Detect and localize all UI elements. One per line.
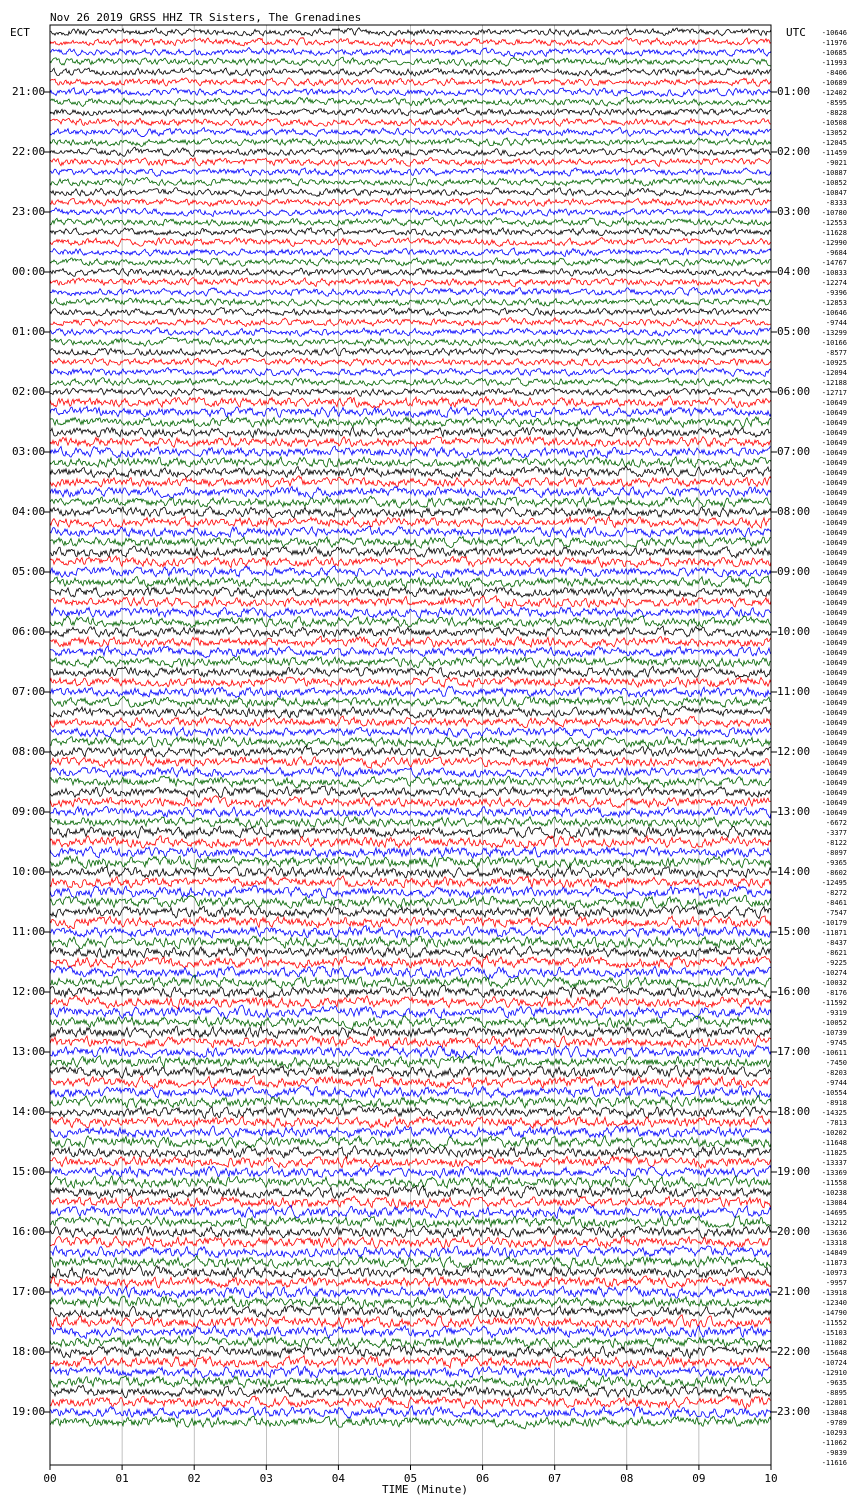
row-value-label: -10649 [821, 449, 847, 457]
right-hour-label: 09:00 [777, 565, 811, 578]
row-value-label: -8602 [825, 869, 847, 877]
row-value-label: -10649 [821, 569, 847, 577]
row-value-label: -9789 [825, 1419, 847, 1427]
row-value-label: -9839 [825, 1449, 847, 1457]
row-value-label: -14849 [821, 1249, 847, 1257]
right-hour-label: 20:00 [777, 1225, 811, 1238]
right-axis-label: UTC [786, 26, 806, 39]
right-hour-label: 07:00 [777, 445, 811, 458]
right-hour-label: 10:00 [777, 625, 811, 638]
right-hour-label: 16:00 [777, 985, 811, 998]
row-value-label: -8895 [825, 1389, 847, 1397]
right-hour-label: 13:00 [777, 805, 811, 818]
row-value-label: -10202 [821, 1129, 847, 1137]
row-value-label: -7450 [825, 1059, 847, 1067]
row-value-label: -10649 [821, 749, 847, 757]
row-value-label: -10649 [821, 799, 847, 807]
row-value-label: -8272 [825, 889, 847, 897]
row-value-label: -9021 [825, 159, 847, 167]
right-hour-label: 22:00 [777, 1345, 811, 1358]
row-value-label: -10649 [821, 659, 847, 667]
row-value-label: -8406 [825, 69, 847, 77]
row-value-label: -10724 [821, 1359, 847, 1367]
row-value-label: -10649 [821, 699, 847, 707]
x-tick-label: 04 [331, 1472, 346, 1485]
right-hour-label: 04:00 [777, 265, 811, 278]
x-tick-label: 10 [764, 1472, 778, 1485]
row-value-label: -13212 [821, 1219, 847, 1227]
right-hour-label: 02:00 [777, 145, 811, 158]
row-value-label: -7547 [825, 909, 847, 917]
row-value-label: -13369 [821, 1169, 847, 1177]
x-tick-label: 02 [187, 1472, 201, 1485]
left-hour-label: 19:00 [12, 1405, 46, 1418]
row-value-label: -10685 [821, 49, 847, 57]
row-value-label: -10649 [821, 539, 847, 547]
right-hour-label: 12:00 [777, 745, 811, 758]
row-value-label: -10649 [821, 689, 847, 697]
left-hour-label: 09:00 [12, 805, 46, 818]
row-value-label: -10887 [821, 169, 847, 177]
row-value-label: -10649 [821, 429, 847, 437]
left-hour-label: 22:00 [12, 145, 46, 158]
row-value-label: -12553 [821, 219, 847, 227]
row-value-label: -10649 [821, 479, 847, 487]
row-value-label: -10925 [821, 359, 847, 367]
row-value-label: -12495 [821, 879, 847, 887]
row-value-label: -13918 [821, 1289, 847, 1297]
left-hour-label: 04:00 [12, 505, 46, 518]
x-tick-label: 00 [43, 1472, 57, 1485]
left-hour-label: 10:00 [12, 865, 46, 878]
row-value-label: -11459 [821, 149, 847, 157]
row-value-label: -10649 [821, 549, 847, 557]
row-value-label: -11628 [821, 229, 847, 237]
row-value-label: -10649 [821, 809, 847, 817]
row-value-label: -10973 [821, 1269, 847, 1277]
row-value-label: -9319 [825, 1009, 847, 1017]
row-value-label: -12990 [821, 239, 847, 247]
left-hour-label: 00:00 [12, 265, 46, 278]
row-value-label: -11825 [821, 1149, 847, 1157]
row-value-label: -12910 [821, 1369, 847, 1377]
row-value-label: -9744 [825, 1079, 847, 1087]
row-value-label: -12402 [821, 89, 847, 97]
row-value-label: -10649 [821, 649, 847, 657]
row-value-label: -10649 [821, 519, 847, 527]
x-tick-label: 07 [548, 1472, 562, 1485]
x-tick-label: 09 [692, 1472, 706, 1485]
row-value-label: -13636 [821, 1229, 847, 1237]
row-value-label: -15103 [821, 1329, 847, 1337]
chart-title: Nov 26 2019 GRSS HHZ TR Sisters, The Grenadines [50, 11, 362, 24]
row-value-label: -9744 [825, 319, 847, 327]
row-value-label: -11592 [821, 999, 847, 1007]
left-hour-label: 01:00 [12, 325, 46, 338]
row-value-label: -12717 [821, 389, 847, 397]
row-value-label: -8122 [825, 839, 847, 847]
row-value-label: -12853 [821, 299, 847, 307]
row-value-label: -13084 [821, 1199, 847, 1207]
row-value-label: -9684 [825, 249, 847, 257]
row-value-label: -13052 [821, 129, 847, 137]
row-value-label: -10649 [821, 559, 847, 567]
right-hour-label: 08:00 [777, 505, 811, 518]
row-value-label: -10649 [821, 729, 847, 737]
row-value-label: -9957 [825, 1279, 847, 1287]
left-hour-label: 15:00 [12, 1165, 46, 1178]
row-value-label: -8918 [825, 1099, 847, 1107]
row-value-label: -10508 [821, 119, 847, 127]
row-value-label: -9635 [825, 1379, 847, 1387]
row-value-label: -10649 [821, 679, 847, 687]
row-value-label: -8461 [825, 899, 847, 907]
x-tick-label: 06 [475, 1472, 490, 1485]
row-value-label: -13337 [821, 1159, 847, 1167]
row-value-label: -11558 [821, 1179, 847, 1187]
row-value-label: -6672 [825, 819, 847, 827]
row-value-label: -10649 [821, 779, 847, 787]
row-value-label: -10689 [821, 79, 847, 87]
x-tick-label: 03 [259, 1472, 273, 1485]
row-value-label: -10646 [821, 309, 847, 317]
row-value-label: -11062 [821, 1439, 847, 1447]
row-value-label: -8828 [825, 109, 847, 117]
row-value-label: -10649 [821, 469, 847, 477]
row-value-label: -10847 [821, 189, 847, 197]
row-value-label: -10611 [821, 1049, 847, 1057]
row-value-label: -10852 [821, 179, 847, 187]
left-hour-label: 02:00 [12, 385, 46, 398]
row-value-label: -10649 [821, 719, 847, 727]
row-value-label: -10032 [821, 979, 847, 987]
row-value-label: -12045 [821, 139, 847, 147]
row-value-label: -11993 [821, 59, 847, 67]
row-value-label: -8621 [825, 949, 847, 957]
row-value-label: -8595 [825, 99, 847, 107]
row-value-label: -11616 [821, 1459, 847, 1467]
row-value-label: -10649 [821, 599, 847, 607]
row-value-label: -10649 [821, 419, 847, 427]
right-hour-label: 11:00 [777, 685, 811, 698]
row-value-label: -8333 [825, 199, 847, 207]
row-value-label: -12274 [821, 279, 847, 287]
row-value-label: -3377 [825, 829, 847, 837]
row-value-label: -10649 [821, 579, 847, 587]
row-value-label: -10649 [821, 529, 847, 537]
row-value-label: -15648 [821, 1349, 847, 1357]
left-hour-label: 11:00 [12, 925, 46, 938]
row-value-label: -9396 [825, 289, 847, 297]
row-value-label: -10649 [821, 509, 847, 517]
row-value-label: -10238 [821, 1189, 847, 1197]
row-value-label: -10274 [821, 969, 847, 977]
row-value-label: -10649 [821, 499, 847, 507]
row-value-label: -10649 [821, 789, 847, 797]
row-value-label: -10833 [821, 269, 847, 277]
row-value-label: -10649 [821, 589, 847, 597]
row-value-label: -12340 [821, 1299, 847, 1307]
row-value-label: -7813 [825, 1119, 847, 1127]
row-value-label: -10649 [821, 439, 847, 447]
left-hour-label: 03:00 [12, 445, 46, 458]
right-hour-label: 06:00 [777, 385, 811, 398]
row-value-label: -14695 [821, 1209, 847, 1217]
row-value-label: -11082 [821, 1339, 847, 1347]
row-value-label: -10649 [821, 489, 847, 497]
row-value-label: -12094 [821, 369, 847, 377]
left-hour-label: 17:00 [12, 1285, 46, 1298]
row-value-label: -11648 [821, 1139, 847, 1147]
row-value-label: -10293 [821, 1429, 847, 1437]
left-hour-label: 12:00 [12, 985, 46, 998]
row-value-label: -10649 [821, 669, 847, 677]
row-value-label: -8176 [825, 989, 847, 997]
right-hour-label: 18:00 [777, 1105, 811, 1118]
row-value-label: -10649 [821, 399, 847, 407]
row-value-label: -10649 [821, 739, 847, 747]
row-value-label: -10179 [821, 919, 847, 927]
row-value-label: -10780 [821, 209, 847, 217]
row-value-label: -12801 [821, 1399, 847, 1407]
left-hour-label: 05:00 [12, 565, 46, 578]
row-value-label: -14767 [821, 259, 847, 267]
right-hour-label: 21:00 [777, 1285, 811, 1298]
left-hour-label: 16:00 [12, 1225, 46, 1238]
row-value-label: -11552 [821, 1319, 847, 1327]
right-hour-label: 14:00 [777, 865, 811, 878]
x-tick-label: 05 [403, 1472, 418, 1485]
row-value-label: -13299 [821, 329, 847, 337]
row-value-label: -11976 [821, 39, 847, 47]
row-value-label: -10649 [821, 629, 847, 637]
row-value-label: -10649 [821, 409, 847, 417]
row-value-label: -10649 [821, 709, 847, 717]
right-hour-label: 03:00 [777, 205, 811, 218]
right-hour-label: 19:00 [777, 1165, 811, 1178]
left-hour-label: 18:00 [12, 1345, 46, 1358]
row-value-label: -9365 [825, 859, 847, 867]
row-value-label: -10649 [821, 759, 847, 767]
row-value-label: -10739 [821, 1029, 847, 1037]
row-value-label: -14325 [821, 1109, 847, 1117]
left-hour-label: 23:00 [12, 205, 46, 218]
left-hour-label: 08:00 [12, 745, 46, 758]
row-value-label: -14790 [821, 1309, 847, 1317]
left-hour-label: 21:00 [12, 85, 46, 98]
right-hour-label: 17:00 [777, 1045, 811, 1058]
x-tick-label: 08 [620, 1472, 634, 1485]
row-value-label: -10052 [821, 1019, 847, 1027]
row-value-label: -10554 [821, 1089, 847, 1097]
left-axis-label: ECT [10, 26, 30, 39]
x-tick-label: 01 [115, 1472, 129, 1485]
row-value-label: -11873 [821, 1259, 847, 1267]
row-value-label: -10649 [821, 459, 847, 467]
row-value-label: -10649 [821, 609, 847, 617]
row-value-label: -8203 [825, 1069, 847, 1077]
row-value-label: -10166 [821, 339, 847, 347]
row-value-label: -9225 [825, 959, 847, 967]
row-value-label: -12188 [821, 379, 847, 387]
row-value-label: -8097 [825, 849, 847, 857]
row-value-label: -13318 [821, 1239, 847, 1247]
row-value-label: -9745 [825, 1039, 847, 1047]
right-hour-label: 15:00 [777, 925, 811, 938]
row-value-label: -10649 [821, 619, 847, 627]
left-hour-label: 06:00 [12, 625, 46, 638]
row-value-label: -10649 [821, 769, 847, 777]
left-hour-label: 07:00 [12, 685, 46, 698]
right-hour-label: 23:00 [777, 1405, 811, 1418]
left-hour-label: 13:00 [12, 1045, 46, 1058]
row-value-label: -8437 [825, 939, 847, 947]
row-value-label: -10646 [821, 29, 847, 37]
row-value-label: -13848 [821, 1409, 847, 1417]
right-hour-label: 01:00 [777, 85, 811, 98]
row-value-label: -11871 [821, 929, 847, 937]
row-value-label: -10649 [821, 639, 847, 647]
right-hour-label: 05:00 [777, 325, 811, 338]
left-hour-label: 14:00 [12, 1105, 46, 1118]
x-axis-label: TIME (Minute) [381, 1483, 469, 1496]
row-value-label: -8577 [825, 349, 847, 357]
